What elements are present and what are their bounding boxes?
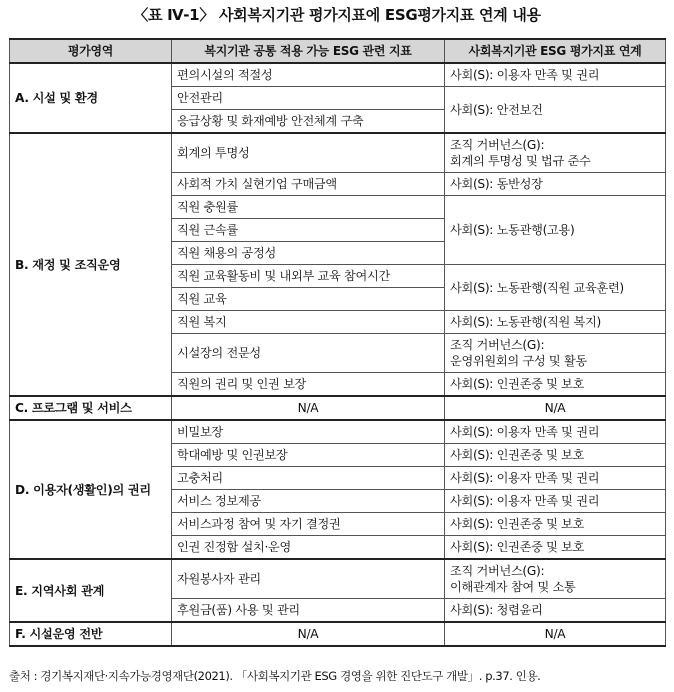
link-cell: 사회(S): 노동관행(고용) <box>445 196 666 265</box>
link-cell: 사회(S): 인권존중 및 보호 <box>445 513 666 536</box>
indicator-cell: 시설장의 전문성 <box>172 334 445 373</box>
link-cell: 사회(S): 이용자 만족 및 권리 <box>445 420 666 444</box>
indicator-cell: 직원 교육 <box>172 288 445 311</box>
indicator-cell: 비밀보장 <box>172 420 445 444</box>
link-line: 조직 거버넌스(G): <box>450 338 545 352</box>
indicator-cell: 후원금(품) 사용 및 관리 <box>172 599 445 623</box>
table-row <box>10 420 666 444</box>
link-line: 회계의 투명성 및 법규 준수 <box>450 154 591 168</box>
link-cell <box>445 133 666 173</box>
indicator-cell: 직원 채용의 공정성 <box>172 242 445 265</box>
area-c: C. 프로그램 및 서비스 <box>10 396 172 420</box>
indicator-na: N/A <box>172 396 445 420</box>
indicator-cell: 안전관리 <box>172 87 445 110</box>
indicator-cell: 회계의 투명성 <box>172 133 445 173</box>
area-f: F. 시설운영 전반 <box>10 622 172 646</box>
area-d: D. 이용자(생활인)의 권리 <box>10 420 172 559</box>
link-cell: 사회(S): 안전보건 <box>445 87 666 134</box>
link-na: N/A <box>445 396 666 420</box>
table-header-row <box>10 39 666 63</box>
table-row <box>10 396 666 420</box>
table-row <box>10 559 666 599</box>
link-line: 운영위원회의 구성 및 활동 <box>450 354 587 368</box>
table-row <box>10 622 666 646</box>
indicator-cell: 자원봉사자 관리 <box>172 559 445 599</box>
indicator-cell: 직원의 권리 및 인권 보장 <box>172 373 445 397</box>
link-cell <box>445 559 666 599</box>
link-cell: 사회(S): 동반성장 <box>445 173 666 196</box>
link-cell: 사회(S): 이용자 만족 및 권리 <box>445 490 666 513</box>
link-cell: 사회(S): 인권존중 및 보호 <box>445 444 666 467</box>
area-a: A. 시설 및 환경 <box>10 63 172 133</box>
link-line: 이해관계자 참여 및 소통 <box>450 580 576 594</box>
header-indicator: 복지기관 공통 적용 가능 ESG 관련 지표 <box>172 39 445 63</box>
table-row <box>10 133 666 173</box>
indicator-cell: 직원 충원률 <box>172 196 445 219</box>
link-line: 조직 거버넌스(G): <box>450 564 545 578</box>
indicator-cell: 인권 진정함 설치·운영 <box>172 536 445 560</box>
link-cell: 사회(S): 노동관행(직원 교육훈련) <box>445 265 666 311</box>
area-b: B. 재정 및 조직운영 <box>10 133 172 396</box>
indicator-cell: 학대예방 및 인권보장 <box>172 444 445 467</box>
area-e: E. 지역사회 관계 <box>10 559 172 622</box>
link-cell: 사회(S): 인권존중 및 보호 <box>445 536 666 560</box>
link-cell: 사회(S): 이용자 만족 및 권리 <box>445 467 666 490</box>
table-row <box>10 63 666 87</box>
link-cell: 사회(S): 이용자 만족 및 권리 <box>445 63 666 87</box>
link-na: N/A <box>445 622 666 646</box>
header-area: 평가영역 <box>10 39 172 63</box>
header-link: 사회복지기관 ESG 평가지표 연계 <box>445 39 666 63</box>
indicator-cell: 응급상황 및 화재예방 안전체계 구축 <box>172 110 445 134</box>
link-cell: 사회(S): 청렴윤리 <box>445 599 666 623</box>
indicator-na: N/A <box>172 622 445 646</box>
indicator-cell: 직원 복지 <box>172 311 445 334</box>
esg-mapping-table <box>9 38 666 647</box>
link-cell <box>445 334 666 373</box>
link-cell: 사회(S): 인권존중 및 보호 <box>445 373 666 397</box>
source-note: 출처 : 경기복지재단·지속가능경영재단(2021). 「사회복지기관 ESG 경영을 위한 진단도구 개발」. p.37. 인용. <box>9 669 541 683</box>
indicator-cell: 사회적 가치 실현기업 구매금액 <box>172 173 445 196</box>
link-cell: 사회(S): 노동관행(직원 복지) <box>445 311 666 334</box>
indicator-cell: 직원 근속률 <box>172 219 445 242</box>
indicator-cell: 고충처리 <box>172 467 445 490</box>
link-line: 조직 거버넌스(G): <box>450 138 545 152</box>
indicator-cell: 직원 교육활동비 및 내외부 교육 참여시간 <box>172 265 445 288</box>
table-title: 〈표 Ⅳ-1〉 사회복지기관 평가지표에 ESG평가지표 연계 내용 <box>133 6 541 24</box>
indicator-cell: 서비스과정 참여 및 자기 결정권 <box>172 513 445 536</box>
indicator-cell: 서비스 정보제공 <box>172 490 445 513</box>
indicator-cell: 편의시설의 적절성 <box>172 63 445 87</box>
